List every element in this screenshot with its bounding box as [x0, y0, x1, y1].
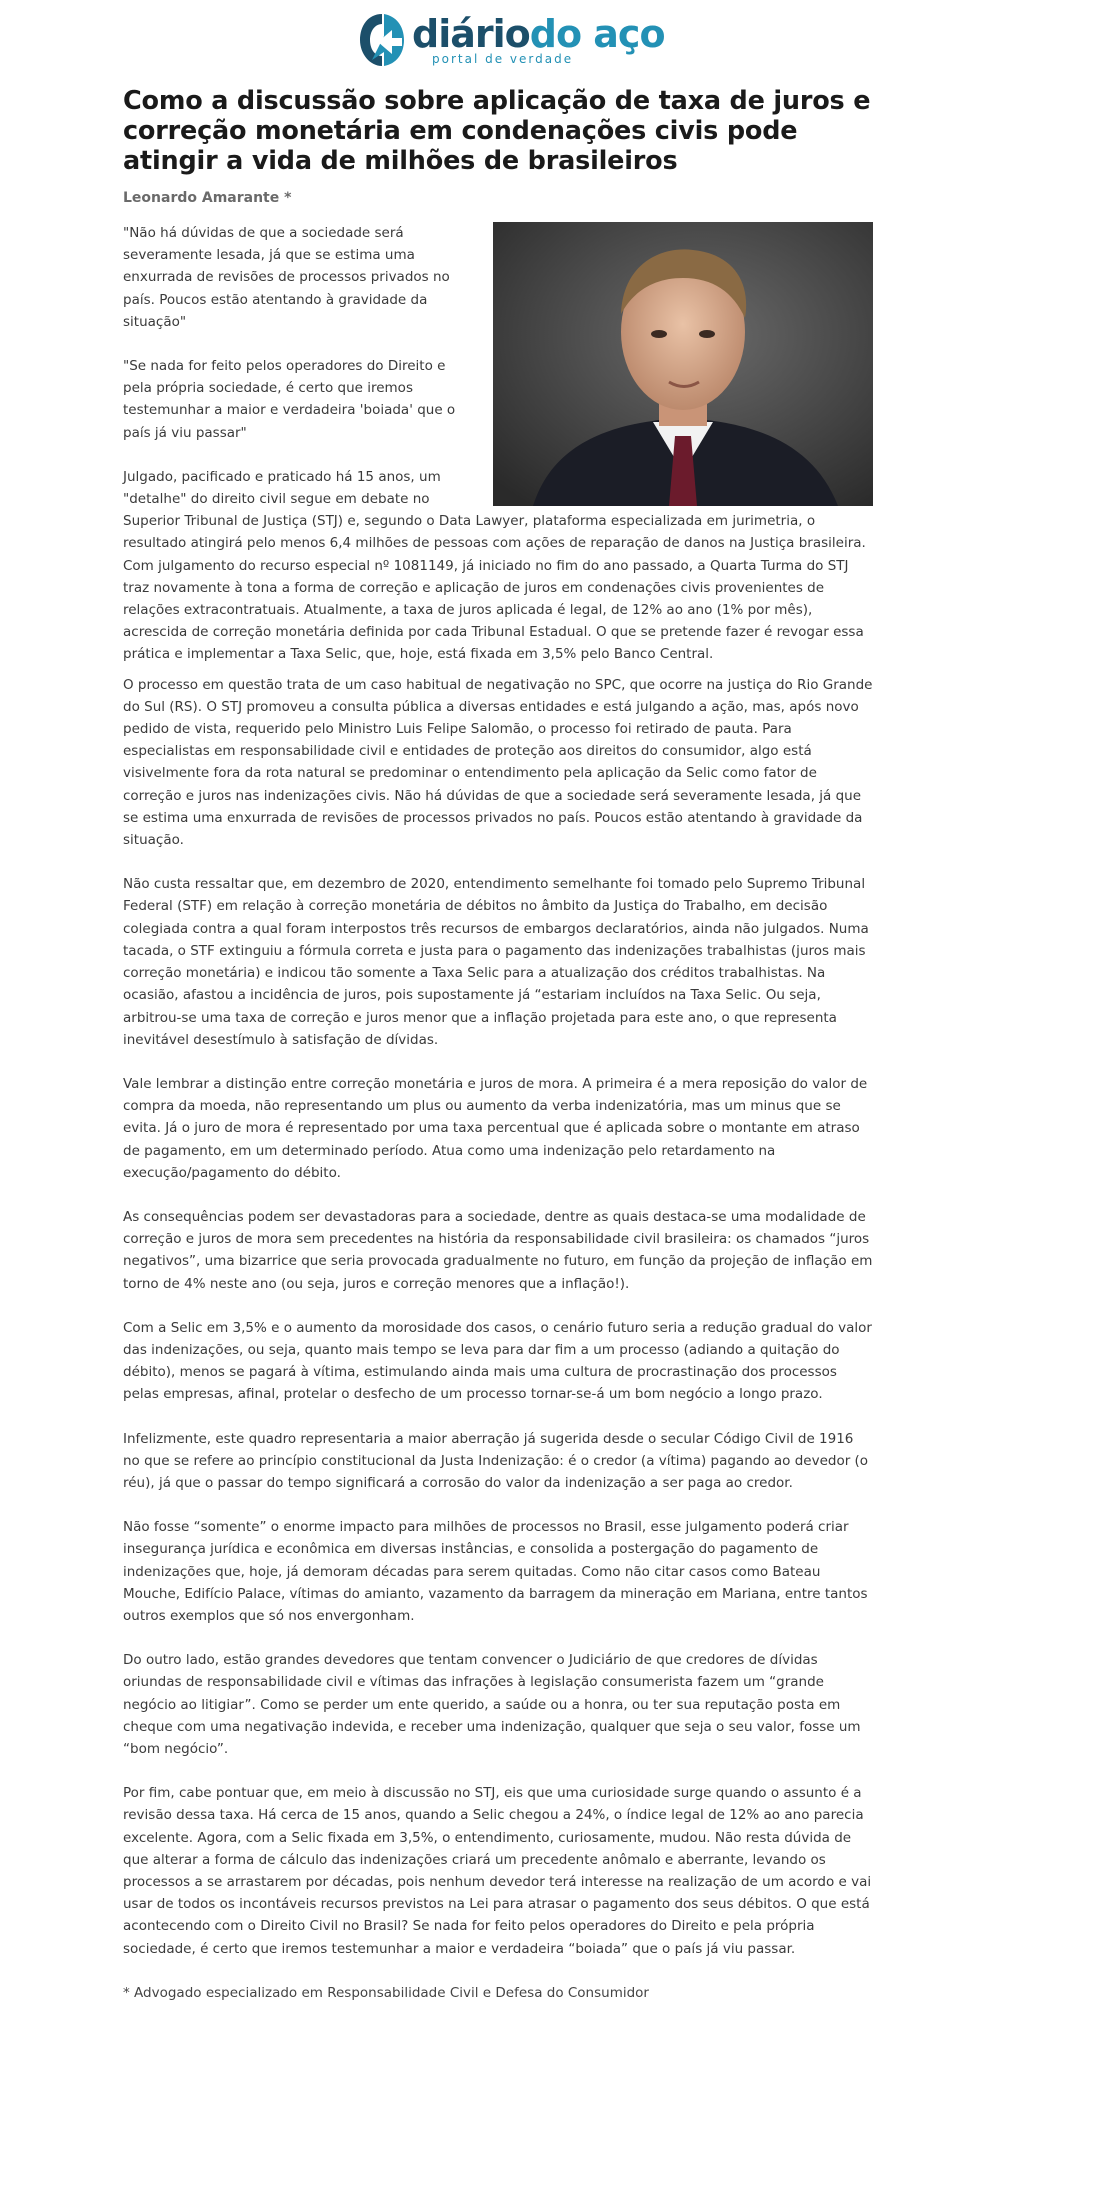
article-paragraph: Julgado, pacificado e praticado há 15 anos, um "detalhe" do direito civil segue em debate no Superior Tribunal de Justiça (STJ) e, segundo o Data Lawyer, plataforma especializada em jurimetria, o resultado atingirá pelo menos 6,4 milhões de pessoas com ações de reparação de danos na Justiça brasileira. Com julgamento do recurso especial nº 1081149, já iniciado no fim do ano passado, a Quarta Turma do STJ traz novamente à tona a forma de correção e aplicação de juros em condenações civis provenientes de relações extracontratuais. Atualmente, a taxa de juros aplicada é legal, de 12% ao ano (1% por mês), acrescida de correção monetária definida por cada Tribunal Estadual. O que se pretende fazer é revogar essa prática e implementar a Taxa Selic, que, hoje, está fixada em 3,5% pelo Banco Central. [123, 468, 866, 663]
article-paragraph: Não fosse “somente” o enorme impacto para milhões de processos no Brasil, esse julgamento poderá criar insegurança jurídica e econômica em diversas instâncias, e consolida a postergação do pagamento de indenizações que, hoje, já demoram décadas para serem quitadas. Como não citar casos como Bateau Mouche, Edifício Palace, vítimas do amianto, vazamento da barragem da mineração em Mariana, entre tantos outros exemplos que só nos envergonham. [123, 1519, 868, 1624]
article-paragraph: "Se nada for feito pelos operadores do Direito e pela própria sociedade, é certo que iremos testemunhar a maior e verdadeira 'boiada' que o país já viu passar" [123, 358, 456, 441]
article-paragraph: Por fim, cabe pontuar que, em meio à discussão no STJ, eis que uma curiosidade surge quando o assunto é a revisão dessa taxa. Há cerca de 15 anos, quando a Selic chegou a 24%, o índice legal de 12% ao ano parecia excelente. Agora, com a Selic fixada em 3,5%, o entendimento, curiosamente, mudou. Não resta dúvida de que alterar a forma de cálculo das indenizações criará um precedente anômalo e aberrante, levando os processos a se arrastarem por décadas, pois nenhum devedor terá interesse na realização de um acordo e vai usar de todos os incontáveis recursos previstos na Lei para atrasar o pagamento dos seus débitos. O que está acontecendo com o Direito Civil no Brasil? Se nada for feito pelos operadores do Direito e pela própria sociedade, é certo que iremos testemunhar a maior e verdadeira “boiada” que o país já viu passar. [123, 1785, 872, 1957]
article [123, 86, 873, 2026]
article-paragraph: Vale lembrar a distinção entre correção monetária e juros de mora. A primeira é a mera reposição do valor de compra da moeda, não representando um plus ou aumento da verba indenizatória, mas um minus que se evita. Já o juro de mora é representado por uma taxa percentual que é aplicada sobre o montante em atraso de pagamento, em um determinado período. Atua como uma indenização pelo retardamento na execução/pagamento do débito. [123, 1075, 868, 1181]
article-paragraph: As consequências podem ser devastadoras para a sociedade, dentre as quais destaca-se uma modalidade de correção e juros de mora sem precedentes na história da responsabilidade civil brasileira: os chamados “juros negativos”, uma bizarrice que seria provocada gradualmente no futuro, em função da projeção de inflação em torno de 4% neste ano (ou seja, juros e correção menores que a inflação!). [123, 1208, 873, 1292]
article-paragraph: O processo em questão trata de um caso habitual de negativação no SPC, que ocorre na justiça do Rio Grande do Sul (RS). O STJ promoveu a consulta pública a diversas entidades e está julgando a ação, mas, após novo pedido de vista, requerido pelo Ministro Luis Felipe Salomão, o processo foi retirado de pauta. Para especialistas em responsabilidade civil e entidades de proteção aos direitos do consumidor, algo está visivelmente fora da rota natural se predominar o entendimento pela aplicação da Selic como fator de correção e juros nas indenizações civis. Não há dúvidas de que a sociedade será severamente lesada, já que se estima uma enxurrada de revisões de processos privados no país. Poucos estão atentando à gravidade da situação. [123, 676, 873, 849]
site-name-part2: do aço [529, 12, 665, 56]
article-paragraph: "Não há dúvidas de que a sociedade será severamente lesada, já que se estima uma enxurrada de revisões de processos privados no país. Poucos estão atentando à gravidade da situação" [123, 225, 450, 330]
article-paragraph: Não custa ressaltar que, em dezembro de 2020, entendimento semelhante foi tomado pelo Supremo Tribunal Federal (STF) em relação à correção monetária de débitos no âmbito da Justiça do Trabalho, em decisão colegiada contra a qual foram interpostos três recursos de embargos declaratórios, ainda não julgados. Numa tacada, o STF extinguiu a fórmula correta e justa para o pagamento das indenizações trabalhistas (juros mais correção monetária) e indicou tão somente a Taxa Selic para a atualização dos créditos trabalhistas. Na ocasião, afastou a incidência de juros, pois supostamente já “estariam incluídos na Taxa Selic. Ou seja, arbitrou-se uma taxa de correção e juros menor que a inflação projetada para este ano, o que representa inevitável desestímulo à satisfação de dívidas. [123, 876, 869, 1048]
site-name [412, 14, 665, 54]
article-footnote: * Advogado especializado em Responsabilidade Civil e Defesa do Consumidor [123, 1984, 649, 2001]
article-title: Como a discussão sobre aplicação de taxa de juros e correção monetária em condenações civis pode atingir a vida de milhões de brasileiros [123, 86, 871, 176]
article-paragraph: Do outro lado, estão grandes devedores que tentam convencer o Judiciário de que credores de dívidas oriundas de responsabilidade civil e vítimas das infrações à legislação consumerista fazem um “grande negócio ao litigiar”. Como se perder um ente querido, a saúde ou a honra, ou ter sua reputação posta em cheque com uma negativação indevida, e receber uma indenização, qualquer que seja o seu valor, fosse um “bom negócio”. [123, 1652, 861, 1757]
arrow-logo-icon [358, 12, 406, 68]
article-author: Leonardo Amarante * [123, 190, 292, 206]
article-paragraph: Infelizmente, este quadro representaria a maior aberração já sugerida desde o secular Código Civil de 1916 no que se refere ao princípio constitucional da Justa Indenização: é o credor (a vítima) pagando ao devedor (o réu), já que o passar do tempo significará a corrosão do valor da indenização a ser paga ao credor. [123, 1430, 869, 1491]
site-name-part1: diário [412, 12, 530, 56]
author-photo [493, 222, 873, 506]
site-tagline: portal de verdade [432, 52, 574, 66]
article-paragraph: Com a Selic em 3,5% e o aumento da morosidade dos casos, o cenário futuro seria a redução gradual do valor das indenizações, ou seja, quanto mais tempo se leva para dar fim a um processo (adiando a quitação do débito), menos se pagará à vítima, estimulando ainda mais uma cultura de procrastinação dos processos pelas empresas, afinal, protelar o desfecho de um processo tornar-se-á um bom negócio a longo prazo. [123, 1319, 872, 1403]
